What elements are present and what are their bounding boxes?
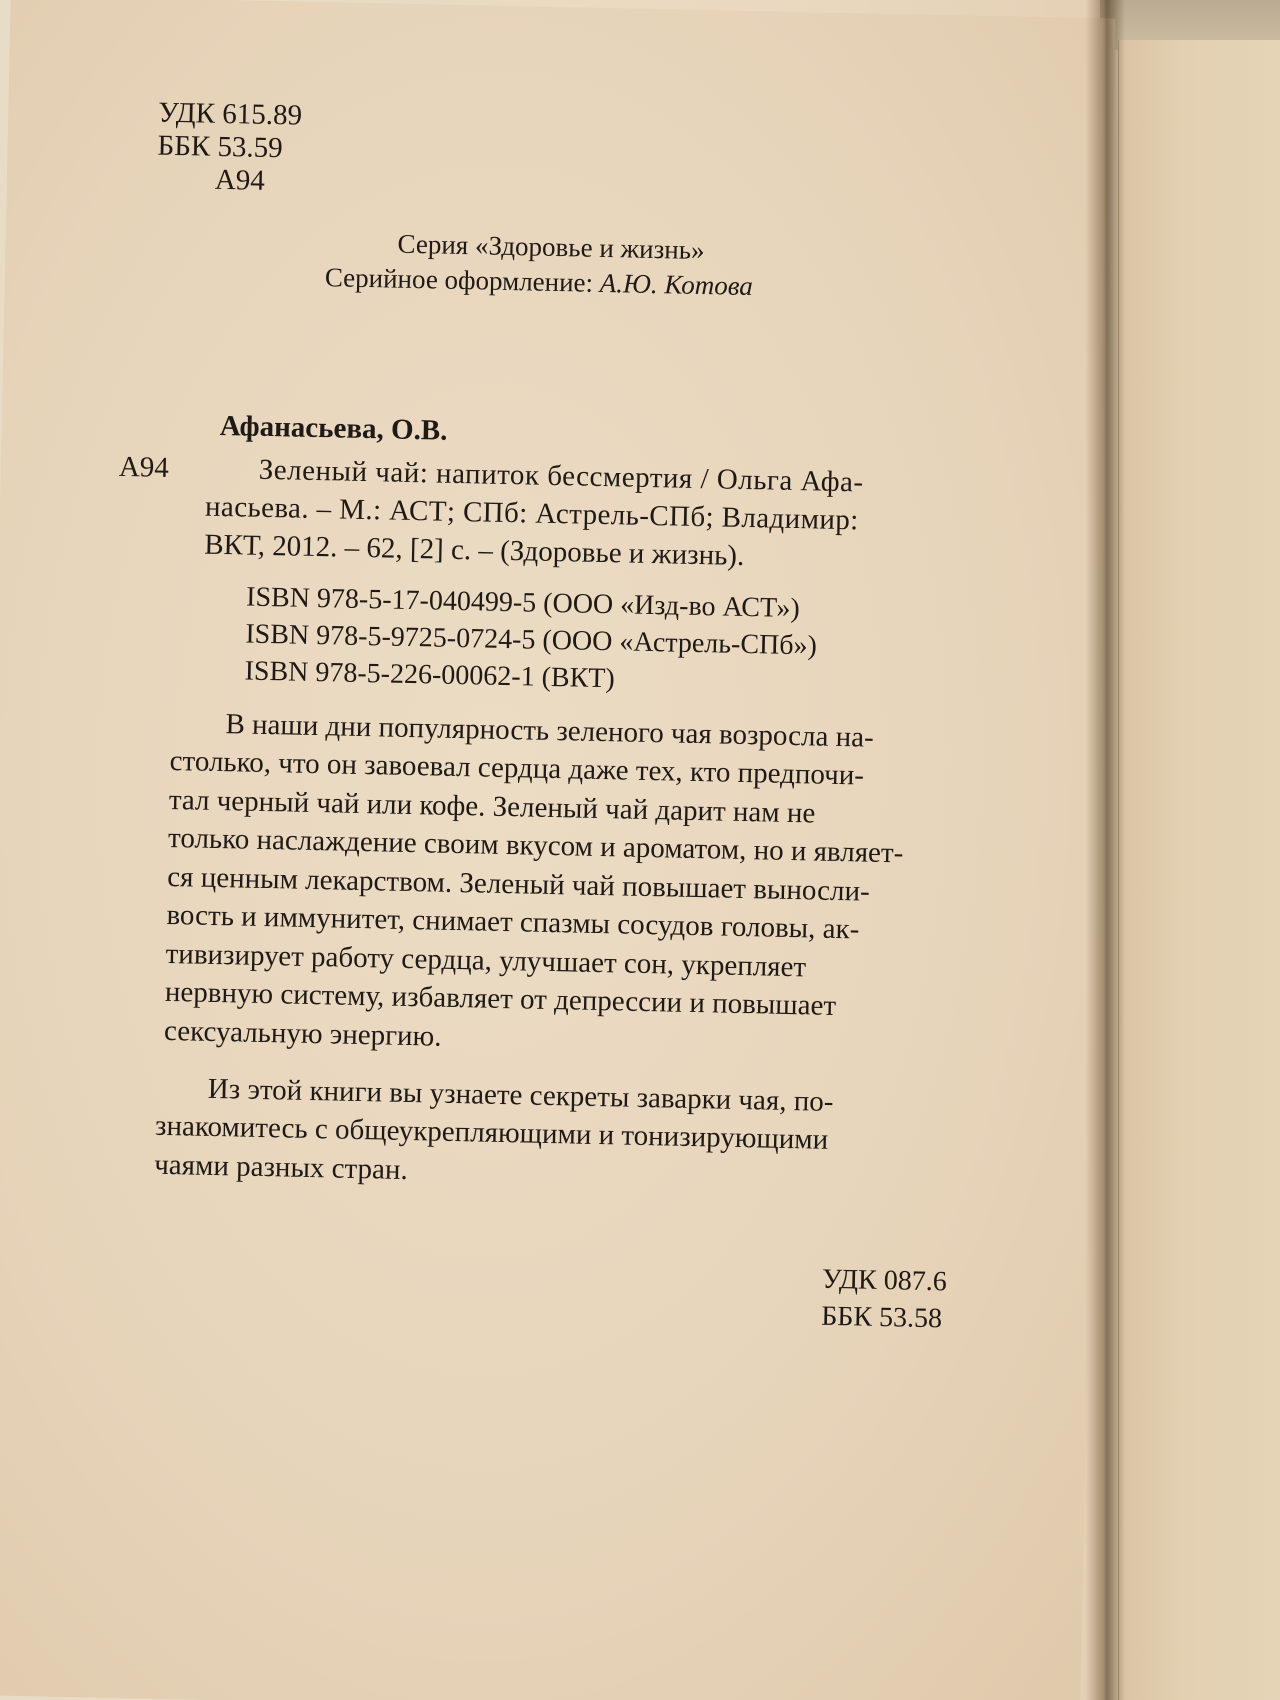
facing-page-edge (1118, 40, 1280, 1700)
annotation-line: сексуальную энергию. (163, 1014, 442, 1053)
annotation-line: знакомитесь с общеукрепляющими и тонизирующими (154, 1109, 829, 1156)
annotation-line: чаями разных стран. (153, 1148, 409, 1187)
isbn-line: ISBN 978-5-17-040499-5 (ООО «Изд-во АСТ») (245, 581, 801, 625)
footer-bbk: ББК 53.58 (820, 1300, 943, 1335)
header-author-mark: А94 (214, 163, 266, 197)
header-udk: УДК 615.89 (157, 96, 303, 132)
series-design-label: Серийное оформление: (324, 262, 594, 298)
author-heading: Афанасьева, О.В. (219, 409, 448, 447)
series-title: Серия «Здоровье и жизнь» (397, 228, 705, 266)
annotation-line: столько, что он завоевал сердца даже тех, кто предпочи- (169, 744, 865, 792)
annotation-line: ся ценным лекарством. Зеленый чай повышает выносли- (166, 860, 871, 908)
annotation-line: вость и иммунитет, снимает спазмы сосудов головы, ак- (166, 898, 860, 946)
isbn-line: ISBN 978-5-9725-0724-5 (ООО «Астрель-СПб») (245, 618, 818, 662)
description-line: ВКТ, 2012. – 62, [2] с. – (Здоровье и жизнь). (203, 528, 745, 572)
annotation-line: тивизирует работу сердца, улучшает сон, укрепляет (165, 937, 807, 984)
series-designer-name: А.Ю. Котова (599, 267, 754, 302)
description-line: Зеленый чай: напиток бессмертия / Ольга Афа- (258, 453, 864, 499)
description-line: насьева. – М.: АСТ; СПб: Астрель-СПб; Владимир: (204, 490, 859, 537)
annotation-line: нервную систему, избавляет от депрессии и повышает (164, 975, 837, 1022)
annotation-line: В наши дни популярность зеленого чая возросла на- (225, 708, 875, 754)
series-design-credit (325, 259, 754, 304)
header-bbk: ББК 53.59 (157, 129, 284, 165)
isbn-line: ISBN 978-5-226-00062-1 (ВКТ) (244, 655, 616, 695)
book-gutter (1085, 0, 1125, 1700)
footer-udk: УДК 087.6 (821, 1263, 948, 1298)
annotation-line: только наслаждение своим вкусом и ароматом, но и являет- (167, 821, 904, 870)
annotation-line: тал черный чай или кофе. Зеленый чай дарит нам не (168, 783, 816, 830)
annotation-line: Из этой книги вы узнаете секреты заварки чая, по- (207, 1072, 834, 1118)
record-author-mark: А94 (118, 450, 170, 484)
